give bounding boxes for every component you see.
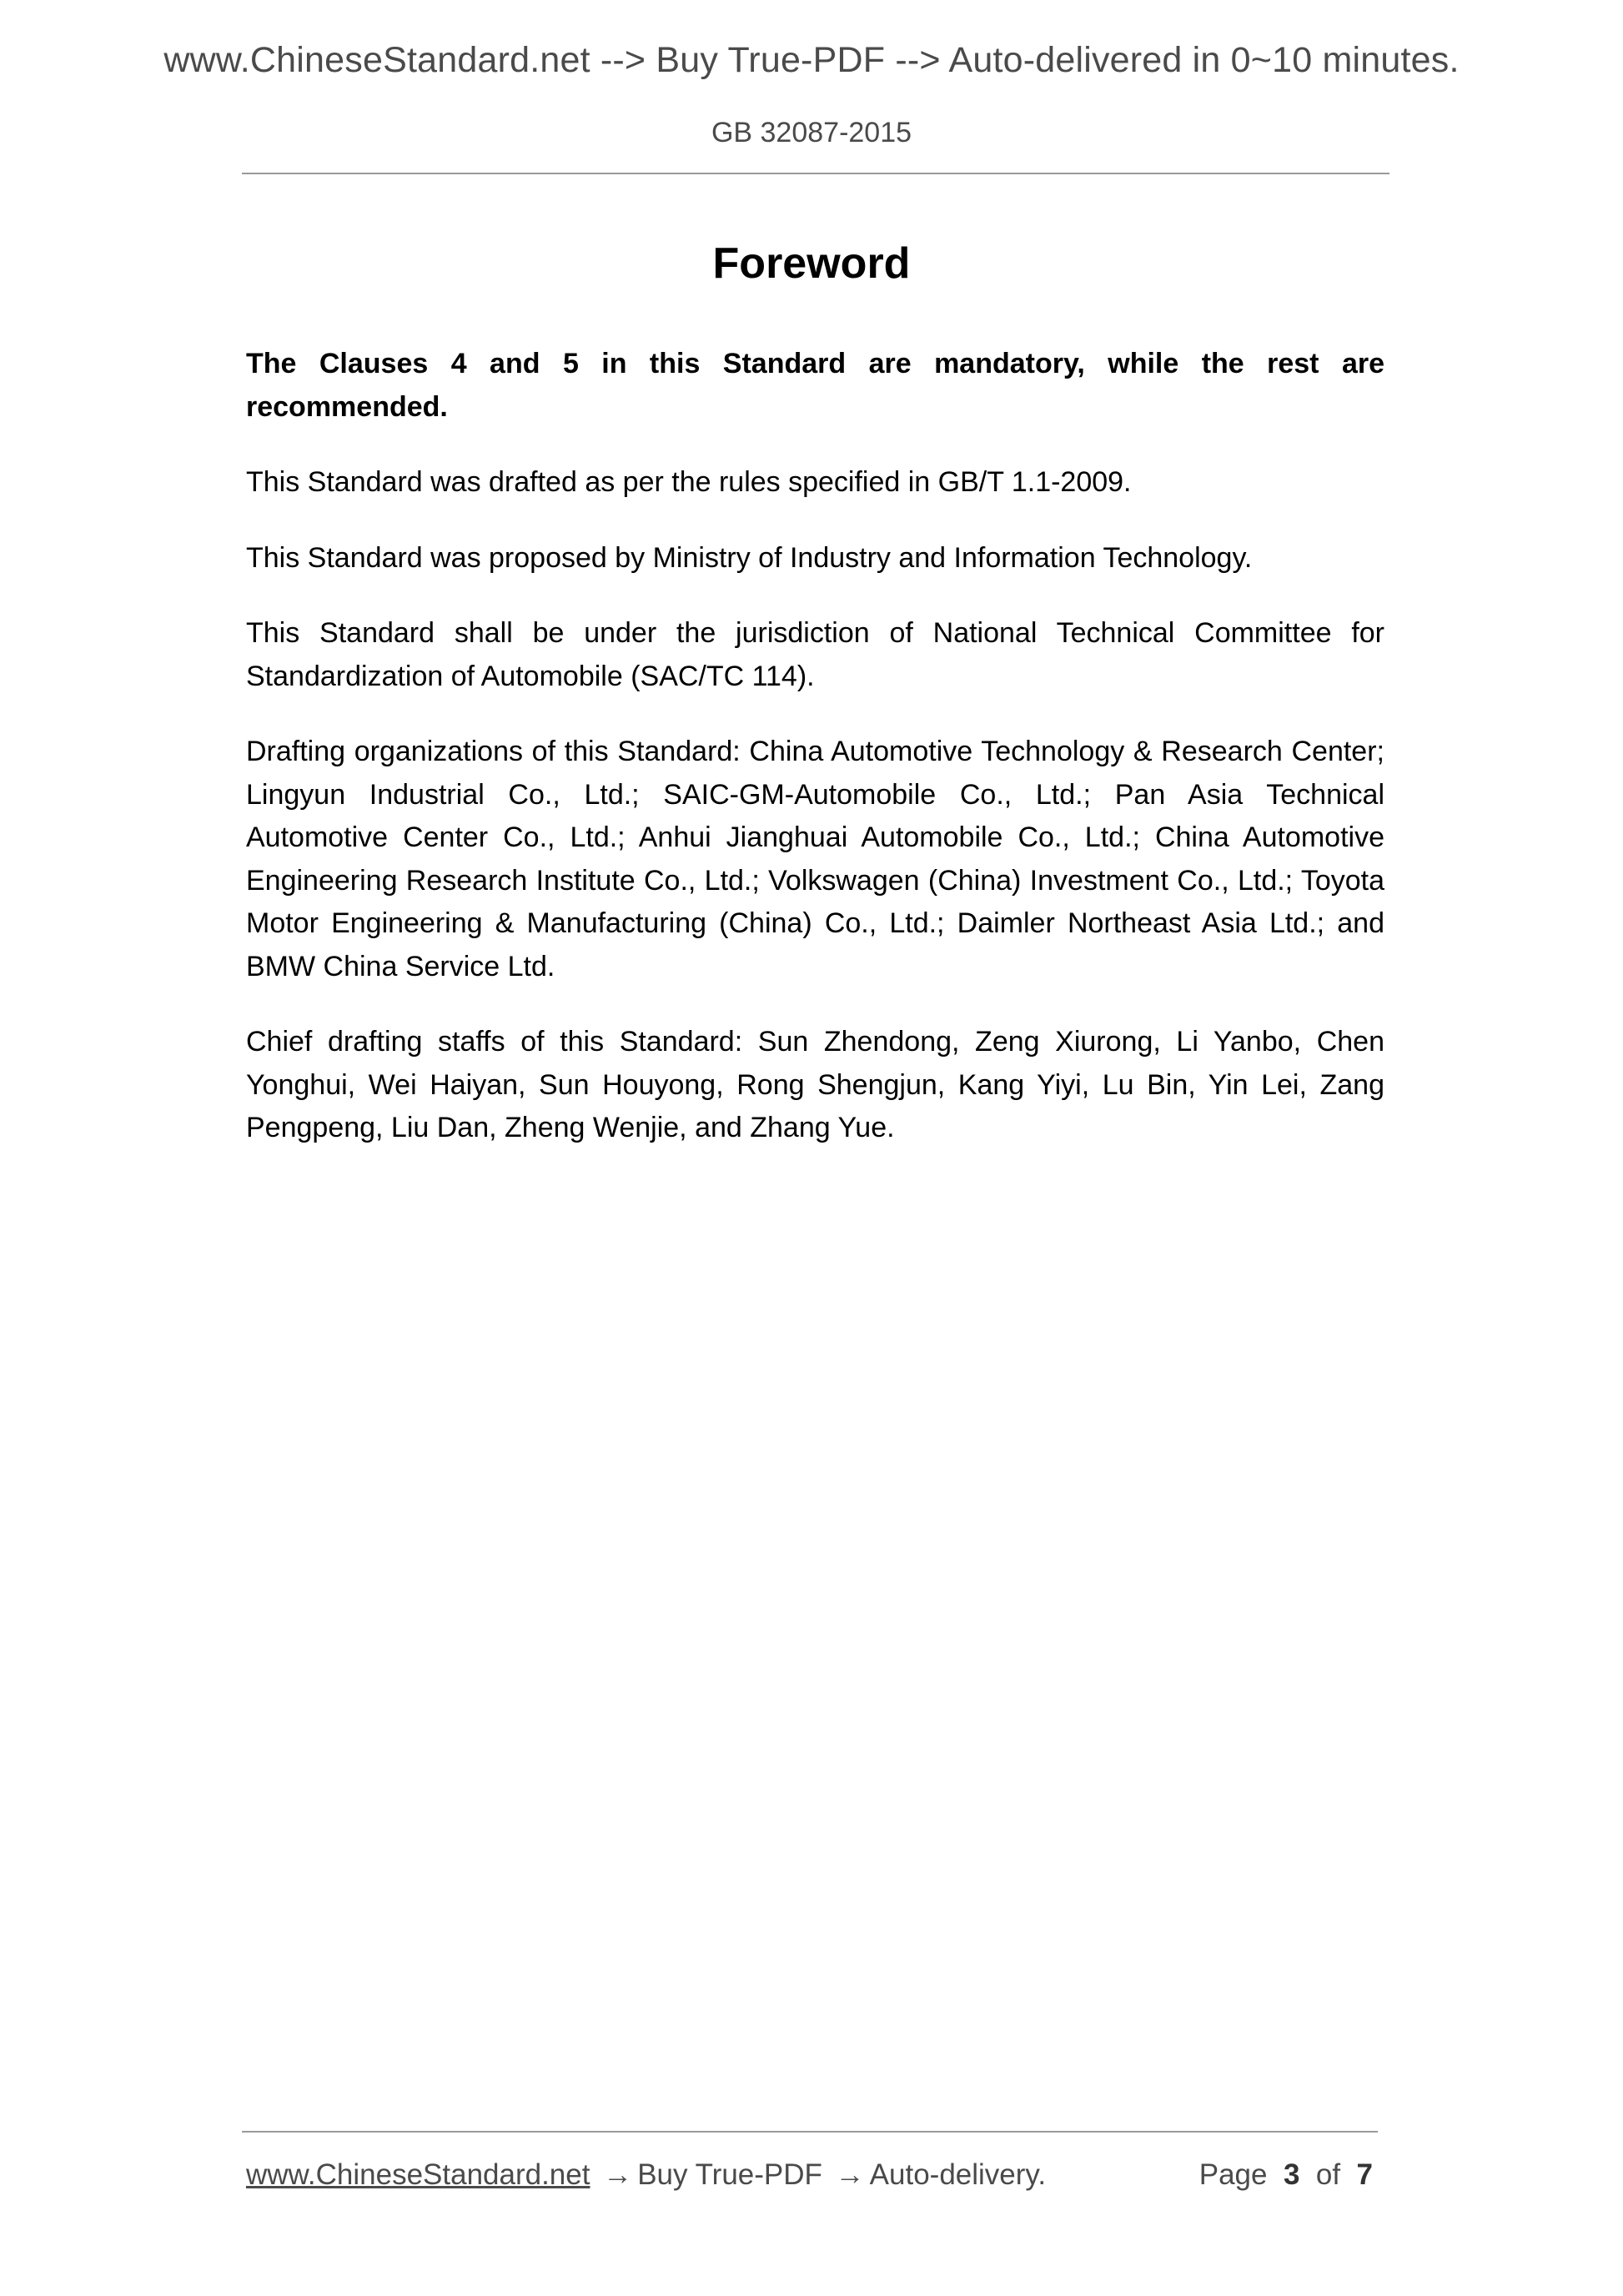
page-title: Foreword <box>712 239 911 288</box>
page-of-label: of <box>1315 2158 1341 2191</box>
footer-divider <box>242 2131 1378 2133</box>
paragraph-proposer: This Standard was proposed by Ministry of Industry and Information Technology. <box>246 541 1253 574</box>
page-total: 7 <box>1356 2158 1373 2191</box>
footer-site-link[interactable]: www.ChineseStandard.net <box>246 2158 590 2191</box>
site-banner: www.ChineseStandard.net --> Buy True-PDF --> Auto-delivered in 0~10 minutes. <box>163 40 1460 80</box>
foreword-body <box>246 343 1384 1183</box>
paragraph-drafting-organizations: Drafting organizations of this Standard: China Automotive Technology & Research Center; Lingyun Industrial Co., Ltd.; SAIC-GM-Automobile Co., Ltd.; Pan Asia Technical Automotive Center Co., Ltd.; Anhui Jianghuai Automobile Co., Ltd.; China Automotive Engineering Research Institute Co., Ltd.; Volkswagen (China) Investment Co., Ltd.; Toyota Motor Engineering & Manufacturing (China) Co., Ltd.; Daimler Northeast Asia Ltd.; and BMW China Service Ltd. <box>246 736 1384 982</box>
footer-delivery-text: Auto-delivery. <box>869 2158 1047 2191</box>
page-current: 3 <box>1283 2158 1300 2191</box>
footer-promo <box>246 2158 1046 2192</box>
paragraph-mandatory-clauses: The Clauses 4 and 5 in this Standard are mandatory, while the rest are recommended. <box>246 348 1384 423</box>
paragraph-jurisdiction: This Standard shall be under the jurisdiction of National Technical Committee for Standardization of Automobile (SAC/TC 114). <box>246 617 1384 692</box>
paragraph-drafting-rules: This Standard was drafted as per the rules specified in GB/T 1.1-2009. <box>246 466 1132 498</box>
arrow-right-icon: → <box>603 2158 633 2191</box>
arrow-right-icon: → <box>835 2158 865 2191</box>
page-label: Page <box>1198 2158 1268 2191</box>
footer-buy-text: Buy True-PDF <box>637 2158 822 2191</box>
page-number <box>1199 2158 1373 2192</box>
document-code: GB 32087-2015 <box>711 117 912 148</box>
header-divider <box>242 173 1389 174</box>
paragraph-drafting-staff: Chief drafting staffs of this Standard: Sun Zhendong, Zeng Xiurong, Li Yanbo, Chen Yonghui, Wei Haiyan, Sun Houyong, Rong Shengjun, Kang Yiyi, Lu Bin, Yin Lei, Zang Pengpeng, Liu Dan, Zheng Wenjie, and Zhang Yue. <box>246 1026 1384 1143</box>
